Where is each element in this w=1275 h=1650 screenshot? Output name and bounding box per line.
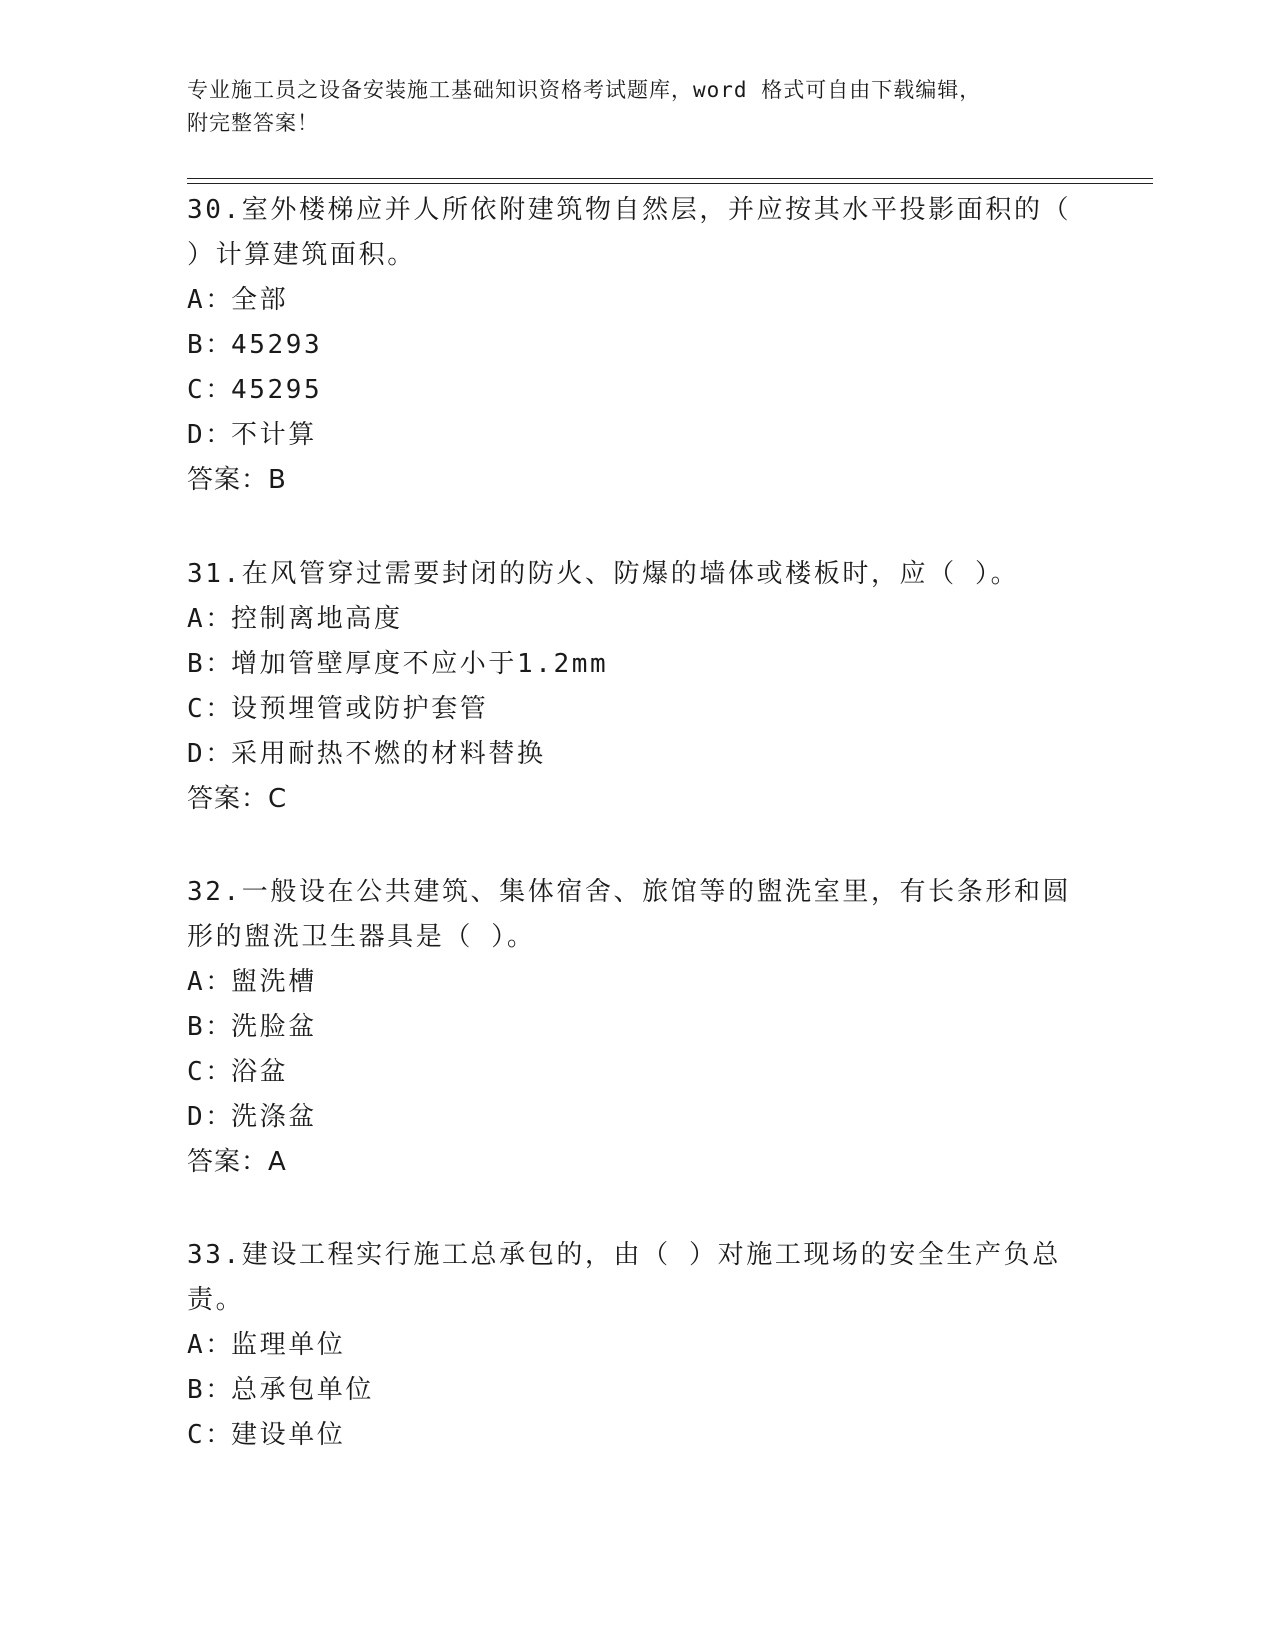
option-text: 45293 [231, 330, 323, 360]
option-key: A： [187, 967, 234, 997]
option-key: A： [187, 1330, 234, 1360]
option-text: 洗脸盆 [231, 1012, 317, 1042]
header-line-2: 附完整答案！ [187, 111, 319, 135]
option-text: 采用耐热不燃的材料替换 [231, 739, 546, 769]
option-key: D： [187, 420, 234, 450]
option-b [187, 1368, 1087, 1413]
answer-line: 答案：B [187, 465, 287, 495]
option-key: C： [187, 1057, 234, 1087]
option-text: 浴盆 [231, 1057, 289, 1087]
header-divider-bottom [187, 183, 1153, 184]
option-text: 控制离地高度 [231, 604, 403, 634]
option-a [187, 597, 1087, 642]
option-key: B： [187, 330, 234, 360]
option-b [187, 642, 1087, 687]
answer-line: 答案：C [187, 784, 288, 814]
question-text: 31.在风管穿过需要封闭的防火、防爆的墙体或楼板时，应（ ）。 [187, 559, 1020, 589]
option-text: 45295 [231, 375, 323, 405]
option-key: C： [187, 694, 234, 724]
option-d [187, 1095, 1087, 1140]
question-text: 30.室外楼梯应并人所依附建筑物自然层，并应按其水平投影面积的（ ）计算建筑面积。 [187, 195, 1072, 270]
question-30 [187, 188, 1087, 503]
option-text: 洗涤盆 [231, 1102, 317, 1132]
option-key: A： [187, 604, 234, 634]
question-text: 33.建设工程实行施工总承包的，由（ ）对施工现场的安全生产负总责。 [187, 1240, 1061, 1315]
option-key: B： [187, 1012, 234, 1042]
option-b [187, 323, 1087, 368]
option-a [187, 278, 1087, 323]
option-text: 监理单位 [231, 1330, 346, 1360]
option-key: D： [187, 739, 234, 769]
question-33 [187, 1233, 1087, 1458]
option-key: C： [187, 375, 234, 405]
option-text: 增加管壁厚度不应小于1.2mm [231, 649, 609, 679]
option-c [187, 687, 1087, 732]
option-a [187, 960, 1087, 1005]
option-text: 设预埋管或防护套管 [231, 694, 489, 724]
question-32 [187, 870, 1087, 1185]
option-key: B： [187, 649, 234, 679]
document-header [187, 74, 1087, 140]
header-line-1: 专业施工员之设备安装施工基础知识资格考试题库，word 格式可自由下载编辑， [187, 78, 982, 102]
option-a [187, 1323, 1087, 1368]
option-text: 建设单位 [231, 1420, 346, 1450]
option-d [187, 413, 1087, 458]
option-b [187, 1005, 1087, 1050]
option-text: 盥洗槽 [231, 967, 317, 997]
header-divider-top [187, 178, 1153, 179]
option-text: 总承包单位 [231, 1375, 375, 1405]
option-key: C： [187, 1420, 234, 1450]
option-c [187, 1050, 1087, 1095]
option-key: B： [187, 1375, 234, 1405]
question-31 [187, 552, 1087, 822]
option-key: A： [187, 285, 234, 315]
question-text: 32.一般设在公共建筑、集体宿舍、旅馆等的盥洗室里，有长条形和圆形的盥洗卫生器具是（ ）。 [187, 877, 1072, 952]
option-c [187, 1413, 1087, 1458]
answer-line: 答案：A [187, 1147, 287, 1177]
option-d [187, 732, 1087, 777]
option-text: 全部 [231, 285, 289, 315]
option-c [187, 368, 1087, 413]
option-text: 不计算 [231, 420, 317, 450]
option-key: D： [187, 1102, 234, 1132]
